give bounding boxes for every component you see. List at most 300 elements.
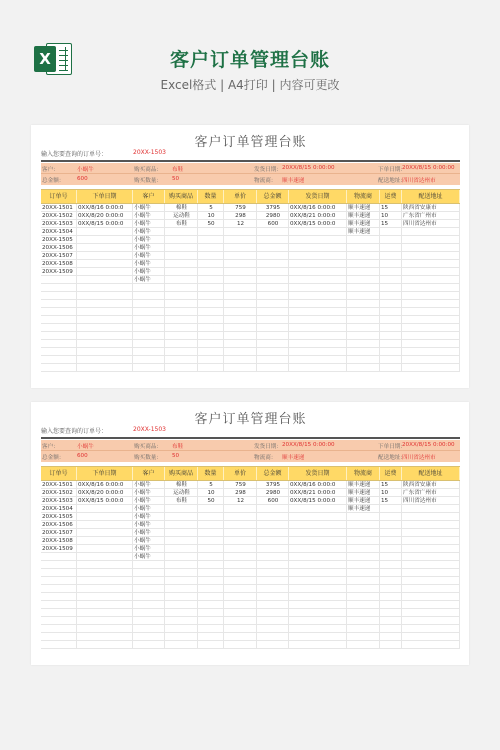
table-cell[interactable]: 小蜗牛 [133,497,165,504]
table-cell[interactable]: 小蜗牛 [133,204,165,211]
table-cell[interactable]: 小蜗牛 [133,244,165,251]
table-cell[interactable] [224,364,257,371]
table-cell[interactable] [224,284,257,291]
table-cell[interactable] [402,324,460,331]
table-cell[interactable] [165,284,198,291]
table-cell[interactable] [347,348,380,355]
table-cell[interactable] [224,577,257,584]
table-cell[interactable] [347,601,380,608]
table-cell[interactable]: 小蜗牛 [133,481,165,488]
table-cell[interactable] [402,641,460,648]
table-cell[interactable] [224,561,257,568]
table-cell[interactable] [257,316,289,323]
column-header[interactable]: 单价 [224,190,257,203]
table-cell[interactable] [402,521,460,528]
table-cell[interactable] [257,284,289,291]
table-cell[interactable] [165,625,198,632]
table-cell[interactable] [380,537,402,544]
table-cell[interactable] [224,633,257,640]
table-cell[interactable]: 5 [198,204,224,211]
table-cell[interactable] [198,236,224,243]
table-cell[interactable] [77,633,133,640]
table-cell[interactable] [77,641,133,648]
table-cell[interactable] [257,244,289,251]
table-cell[interactable]: 小蜗牛 [133,236,165,243]
table-cell[interactable] [224,340,257,347]
table-cell[interactable] [77,537,133,544]
table-cell[interactable] [289,537,347,544]
table-cell[interactable] [289,521,347,528]
table-cell[interactable] [41,601,77,608]
table-cell[interactable] [380,625,402,632]
table-cell[interactable]: 0XX/8/16 0:00:0 [77,481,133,488]
table-cell[interactable] [257,585,289,592]
table-cell[interactable] [41,561,77,568]
table-cell[interactable] [380,561,402,568]
table-cell[interactable] [289,324,347,331]
table-cell[interactable] [380,268,402,275]
table-cell[interactable] [41,276,77,283]
table-cell[interactable] [77,553,133,560]
table-cell[interactable]: 20XX-1502 [41,212,77,219]
table-cell[interactable] [402,356,460,363]
table-cell[interactable] [165,356,198,363]
table-cell[interactable]: 顺丰速递 [347,505,380,512]
table-cell[interactable] [133,609,165,616]
table-cell[interactable]: 2980 [257,212,289,219]
table-cell[interactable] [402,364,460,371]
table-cell[interactable] [198,292,224,299]
table-cell[interactable]: 小蜗牛 [133,260,165,267]
column-header[interactable]: 下单日期 [77,190,133,203]
table-cell[interactable] [198,284,224,291]
table-cell[interactable] [224,641,257,648]
table-cell[interactable] [41,593,77,600]
table-cell[interactable]: 小蜗牛 [133,489,165,496]
table-cell[interactable]: 小蜗牛 [133,228,165,235]
table-cell[interactable]: 顺丰速递 [347,481,380,488]
table-cell[interactable] [224,236,257,243]
table-cell[interactable]: 12 [224,497,257,504]
table-cell[interactable] [198,633,224,640]
table-cell[interactable] [289,577,347,584]
table-cell[interactable] [347,340,380,347]
table-cell[interactable] [41,284,77,291]
table-cell[interactable] [165,577,198,584]
column-header[interactable]: 运费 [380,467,402,480]
table-cell[interactable] [347,292,380,299]
table-cell[interactable] [380,252,402,259]
table-cell[interactable] [402,244,460,251]
column-header[interactable]: 配送地址 [402,467,460,480]
table-cell[interactable] [289,569,347,576]
table-cell[interactable] [402,593,460,600]
table-cell[interactable] [347,521,380,528]
table-cell[interactable] [402,332,460,339]
table-cell[interactable]: 15 [380,220,402,227]
column-header[interactable]: 数量 [198,190,224,203]
table-cell[interactable]: 小蜗牛 [133,553,165,560]
table-cell[interactable] [257,340,289,347]
table-cell[interactable]: 20XX-1507 [41,252,77,259]
table-cell[interactable] [402,545,460,552]
table-cell[interactable]: 0XX/8/15 0:00:0 [289,497,347,504]
table-cell[interactable] [224,625,257,632]
table-cell[interactable] [41,292,77,299]
table-cell[interactable] [402,601,460,608]
table-cell[interactable] [380,521,402,528]
table-cell[interactable] [224,252,257,259]
table-cell[interactable] [77,625,133,632]
table-cell[interactable] [165,633,198,640]
table-cell[interactable] [347,316,380,323]
order-query-input[interactable]: 20XX-1503 [133,426,166,433]
table-cell[interactable] [133,593,165,600]
table-cell[interactable] [402,340,460,347]
column-header[interactable]: 数量 [198,467,224,480]
table-cell[interactable] [165,521,198,528]
table-cell[interactable] [257,641,289,648]
column-header[interactable]: 发货日期 [289,467,347,480]
table-cell[interactable] [402,513,460,520]
table-cell[interactable] [198,537,224,544]
table-cell[interactable]: 广东省广州市 [402,212,460,219]
table-cell[interactable] [165,617,198,624]
table-cell[interactable] [198,364,224,371]
table-cell[interactable] [347,260,380,267]
table-cell[interactable] [347,300,380,307]
table-cell[interactable] [347,561,380,568]
table-cell[interactable] [289,268,347,275]
table-cell[interactable] [165,505,198,512]
table-cell[interactable] [347,553,380,560]
table-cell[interactable] [347,633,380,640]
table-cell[interactable] [224,569,257,576]
column-header[interactable]: 总金额 [257,190,289,203]
table-cell[interactable] [380,585,402,592]
table-cell[interactable] [347,284,380,291]
table-cell[interactable] [380,505,402,512]
table-cell[interactable] [289,617,347,624]
table-cell[interactable] [347,356,380,363]
column-header[interactable]: 总金额 [257,467,289,480]
table-cell[interactable] [289,308,347,315]
table-cell[interactable] [77,316,133,323]
table-cell[interactable] [402,561,460,568]
table-cell[interactable] [165,292,198,299]
table-cell[interactable]: 小蜗牛 [133,521,165,528]
table-cell[interactable] [198,228,224,235]
table-cell[interactable] [77,324,133,331]
table-cell[interactable] [41,364,77,371]
column-header[interactable]: 运费 [380,190,402,203]
table-cell[interactable] [41,553,77,560]
table-cell[interactable]: 陕西省安康市 [402,204,460,211]
table-cell[interactable] [77,356,133,363]
table-cell[interactable] [402,260,460,267]
table-cell[interactable] [198,268,224,275]
table-cell[interactable] [224,521,257,528]
table-cell[interactable] [402,617,460,624]
table-cell[interactable] [257,260,289,267]
table-cell[interactable] [380,577,402,584]
table-cell[interactable] [347,324,380,331]
table-cell[interactable] [198,569,224,576]
table-cell[interactable] [133,569,165,576]
table-cell[interactable]: 顺丰速递 [347,497,380,504]
table-cell[interactable] [77,228,133,235]
table-cell[interactable] [133,340,165,347]
table-cell[interactable] [133,364,165,371]
table-cell[interactable] [198,617,224,624]
table-cell[interactable]: 广东省广州市 [402,489,460,496]
table-cell[interactable] [224,609,257,616]
table-cell[interactable] [347,513,380,520]
table-cell[interactable] [257,545,289,552]
table-cell[interactable] [77,292,133,299]
table-cell[interactable] [133,641,165,648]
column-header[interactable]: 物流商 [347,467,380,480]
table-cell[interactable] [257,292,289,299]
table-cell[interactable] [402,569,460,576]
table-cell[interactable] [165,601,198,608]
table-cell[interactable] [380,332,402,339]
table-cell[interactable] [224,585,257,592]
table-cell[interactable] [77,300,133,307]
table-cell[interactable] [257,300,289,307]
table-cell[interactable] [41,356,77,363]
column-header[interactable]: 单价 [224,467,257,480]
table-cell[interactable] [77,364,133,371]
table-cell[interactable] [165,316,198,323]
table-cell[interactable]: 20XX-1508 [41,260,77,267]
table-cell[interactable] [347,577,380,584]
table-cell[interactable] [133,324,165,331]
table-cell[interactable] [133,633,165,640]
table-cell[interactable] [257,625,289,632]
table-cell[interactable] [289,609,347,616]
table-cell[interactable] [257,601,289,608]
table-cell[interactable]: 10 [380,212,402,219]
table-cell[interactable] [198,260,224,267]
table-cell[interactable] [77,236,133,243]
table-cell[interactable] [133,308,165,315]
table-cell[interactable] [402,268,460,275]
table-cell[interactable] [224,505,257,512]
table-cell[interactable] [77,284,133,291]
table-cell[interactable] [77,513,133,520]
table-cell[interactable] [289,340,347,347]
table-cell[interactable] [77,521,133,528]
table-cell[interactable] [289,545,347,552]
table-cell[interactable] [380,228,402,235]
table-cell[interactable] [165,308,198,315]
table-cell[interactable] [133,292,165,299]
table-cell[interactable]: 20XX-1503 [41,497,77,504]
table-cell[interactable] [380,292,402,299]
table-cell[interactable] [380,284,402,291]
table-cell[interactable]: 10 [198,489,224,496]
table-cell[interactable] [198,553,224,560]
table-cell[interactable] [198,577,224,584]
table-cell[interactable] [77,561,133,568]
table-cell[interactable] [224,268,257,275]
table-cell[interactable] [347,332,380,339]
table-cell[interactable]: 20XX-1503 [41,220,77,227]
table-cell[interactable] [198,324,224,331]
table-cell[interactable]: 20XX-1506 [41,521,77,528]
table-cell[interactable] [289,553,347,560]
table-cell[interactable] [289,348,347,355]
table-cell[interactable] [402,529,460,536]
table-cell[interactable]: 小蜗牛 [133,537,165,544]
order-query-input[interactable]: 20XX-1503 [133,149,166,156]
table-cell[interactable] [380,324,402,331]
table-cell[interactable] [41,585,77,592]
table-cell[interactable]: 小蜗牛 [133,252,165,259]
table-cell[interactable] [380,260,402,267]
table-cell[interactable] [41,609,77,616]
table-cell[interactable] [133,601,165,608]
table-cell[interactable]: 50 [198,497,224,504]
table-cell[interactable]: 298 [224,489,257,496]
table-cell[interactable] [402,625,460,632]
table-cell[interactable] [198,585,224,592]
table-cell[interactable] [198,513,224,520]
table-cell[interactable]: 12 [224,220,257,227]
table-cell[interactable]: 50 [198,220,224,227]
table-cell[interactable] [77,268,133,275]
table-cell[interactable] [289,364,347,371]
table-cell[interactable]: 20XX-1501 [41,204,77,211]
table-cell[interactable] [289,513,347,520]
table-cell[interactable] [347,617,380,624]
table-cell[interactable] [289,276,347,283]
table-cell[interactable] [133,561,165,568]
table-cell[interactable] [257,348,289,355]
table-cell[interactable]: 布鞋 [165,497,198,504]
table-cell[interactable] [402,308,460,315]
table-cell[interactable] [289,561,347,568]
table-cell[interactable] [165,340,198,347]
table-cell[interactable]: 759 [224,481,257,488]
table-cell[interactable] [257,505,289,512]
table-cell[interactable]: 0XX/8/15 0:00:0 [289,220,347,227]
table-cell[interactable] [224,300,257,307]
table-cell[interactable] [41,577,77,584]
table-cell[interactable] [289,292,347,299]
table-cell[interactable]: 5 [198,481,224,488]
table-cell[interactable] [224,348,257,355]
table-cell[interactable] [257,577,289,584]
table-cell[interactable] [165,324,198,331]
table-cell[interactable]: 600 [257,220,289,227]
table-cell[interactable]: 20XX-1508 [41,537,77,544]
column-header[interactable]: 发货日期 [289,190,347,203]
table-cell[interactable] [198,521,224,528]
table-cell[interactable] [347,609,380,616]
table-cell[interactable] [224,529,257,536]
table-cell[interactable] [198,545,224,552]
table-cell[interactable] [257,308,289,315]
table-cell[interactable] [347,569,380,576]
table-cell[interactable]: 0XX/8/20 0:00:0 [77,489,133,496]
table-cell[interactable] [133,625,165,632]
column-header[interactable]: 配送地址 [402,190,460,203]
table-cell[interactable] [257,324,289,331]
table-cell[interactable] [198,593,224,600]
table-cell[interactable] [165,513,198,520]
column-header[interactable]: 购买商品 [165,467,198,480]
table-cell[interactable] [224,324,257,331]
table-cell[interactable] [289,505,347,512]
table-cell[interactable] [347,364,380,371]
table-cell[interactable] [77,276,133,283]
table-cell[interactable] [198,356,224,363]
table-cell[interactable] [402,228,460,235]
column-header[interactable]: 物流商 [347,190,380,203]
table-cell[interactable] [165,268,198,275]
table-cell[interactable] [257,529,289,536]
table-cell[interactable] [347,593,380,600]
table-cell[interactable] [380,300,402,307]
table-cell[interactable] [402,284,460,291]
table-cell[interactable] [41,340,77,347]
table-cell[interactable] [133,332,165,339]
table-cell[interactable] [289,593,347,600]
table-cell[interactable] [77,569,133,576]
table-cell[interactable] [133,617,165,624]
table-cell[interactable] [224,308,257,315]
table-cell[interactable] [165,641,198,648]
table-cell[interactable] [165,348,198,355]
column-header[interactable]: 订单号 [41,467,77,480]
table-cell[interactable] [402,276,460,283]
table-cell[interactable] [198,529,224,536]
table-cell[interactable] [257,364,289,371]
table-cell[interactable]: 10 [380,489,402,496]
table-cell[interactable] [380,308,402,315]
table-cell[interactable] [289,284,347,291]
table-cell[interactable]: 20XX-1502 [41,489,77,496]
table-cell[interactable] [165,537,198,544]
table-cell[interactable] [165,529,198,536]
table-cell[interactable]: 0XX/8/15 0:00:0 [77,220,133,227]
table-cell[interactable] [224,292,257,299]
table-cell[interactable] [165,260,198,267]
table-cell[interactable] [402,585,460,592]
table-cell[interactable] [380,569,402,576]
table-cell[interactable] [198,340,224,347]
table-cell[interactable] [257,617,289,624]
table-cell[interactable]: 布鞋 [165,220,198,227]
table-cell[interactable] [224,513,257,520]
table-cell[interactable] [289,300,347,307]
table-cell[interactable] [380,609,402,616]
table-cell[interactable]: 棉鞋 [165,481,198,488]
table-cell[interactable]: 顺丰速递 [347,212,380,219]
table-cell[interactable] [41,332,77,339]
table-cell[interactable] [77,585,133,592]
table-cell[interactable]: 小蜗牛 [133,276,165,283]
table-cell[interactable] [165,364,198,371]
table-cell[interactable]: 陕西省安康市 [402,481,460,488]
table-cell[interactable] [224,617,257,624]
table-cell[interactable] [257,553,289,560]
table-cell[interactable]: 15 [380,497,402,504]
table-cell[interactable] [347,276,380,283]
table-cell[interactable] [77,545,133,552]
